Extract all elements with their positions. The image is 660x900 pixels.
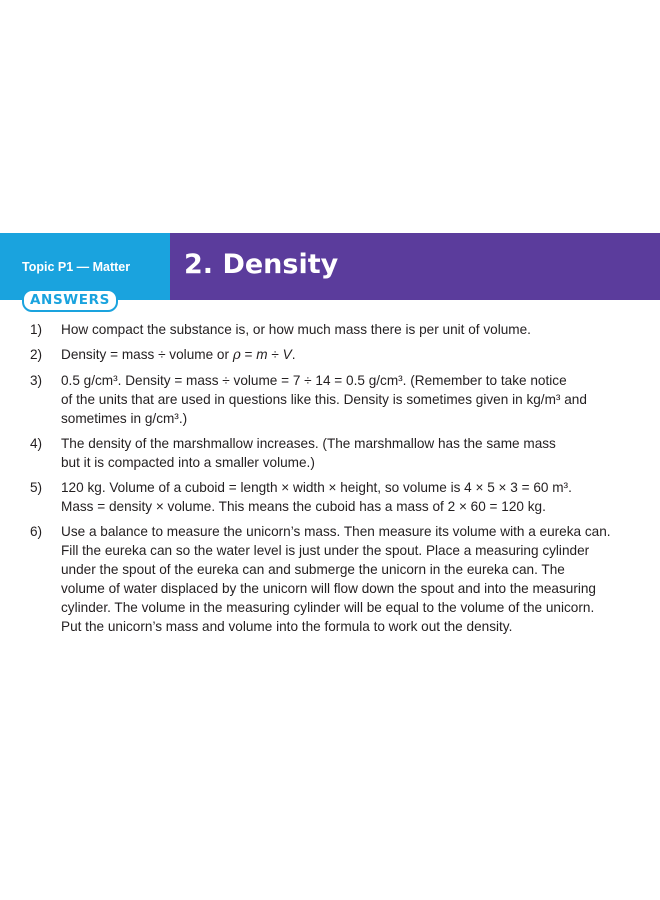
mass-symbol: m	[256, 347, 268, 362]
answer-line: cylinder. The volume in the measuring cylinder will be equal to the volume of the unicorn.	[61, 600, 595, 615]
answer-item-1	[30, 320, 642, 339]
answers-badge: ANSWERS	[22, 289, 118, 312]
answer-text	[61, 371, 642, 428]
answer-line: volume of water displaced by the unicorn will flow down the spout and into the measuring	[61, 581, 596, 596]
answer-line	[61, 345, 642, 365]
answer-item-2	[30, 345, 642, 365]
answer-text	[61, 478, 642, 516]
title-box	[170, 233, 660, 300]
rho-symbol: ρ	[232, 347, 241, 363]
answer-line: of the units that are used in questions like this. Density is sometimes given in kg/m³ and	[61, 392, 587, 407]
answers-list	[30, 320, 642, 642]
answer-text	[61, 320, 642, 339]
answer-number: 5)	[30, 480, 43, 495]
formula-equals: =	[240, 347, 257, 362]
answer-number: 6)	[30, 524, 43, 539]
formula-text: Density = mass ÷ volume or	[61, 347, 233, 362]
answer-line: Put the unicorn’s mass and volume into the formula to work out the density.	[61, 619, 513, 634]
answer-line: Fill the eureka can so the water level is just under the spout. Place a measuring cylinder	[61, 543, 590, 558]
answer-item-6	[30, 522, 642, 636]
answer-line: 120 kg. Volume of a cuboid = length × width × height, so volume is 4 × 5 × 3 = 60 m³.	[61, 480, 572, 495]
answer-item-5	[30, 478, 642, 516]
answer-line: Use a balance to measure the unicorn’s mass. Then measure its volume with a eureka can.	[61, 524, 611, 539]
page-title: 2. Density	[184, 249, 339, 280]
answer-number: 2)	[30, 347, 43, 362]
answer-line: under the spout of the eureka can and submerge the unicorn in the eureka can. The	[61, 562, 565, 577]
answer-item-3	[30, 371, 642, 428]
answer-line: sometimes in g/cm³.)	[61, 411, 188, 426]
answer-line: but it is compacted into a smaller volume.)	[61, 455, 315, 470]
answer-line: How compact the substance is, or how much mass there is per unit of volume.	[61, 322, 531, 337]
answer-text	[61, 345, 642, 365]
answer-line: Mass = density × volume. This means the cuboid has a mass of 2 × 60 = 120 kg.	[61, 499, 546, 514]
answer-text	[61, 522, 642, 636]
answer-item-4	[30, 434, 642, 472]
answer-text	[61, 434, 642, 472]
topic-label: Topic P1 — Matter	[22, 260, 131, 274]
answer-line: The density of the marshmallow increases. (The marshmallow has the same mass	[61, 436, 556, 451]
formula-end: .	[291, 347, 296, 362]
formula-divide: ÷	[267, 347, 283, 362]
answer-line: 0.5 g/cm³. Density = mass ÷ volume = 7 ÷ 14 = 0.5 g/cm³. (Remember to take notice	[61, 373, 567, 388]
answer-number: 3)	[30, 373, 43, 388]
answer-number: 4)	[30, 436, 43, 451]
volume-symbol: V	[282, 347, 292, 362]
answer-number: 1)	[30, 322, 43, 337]
